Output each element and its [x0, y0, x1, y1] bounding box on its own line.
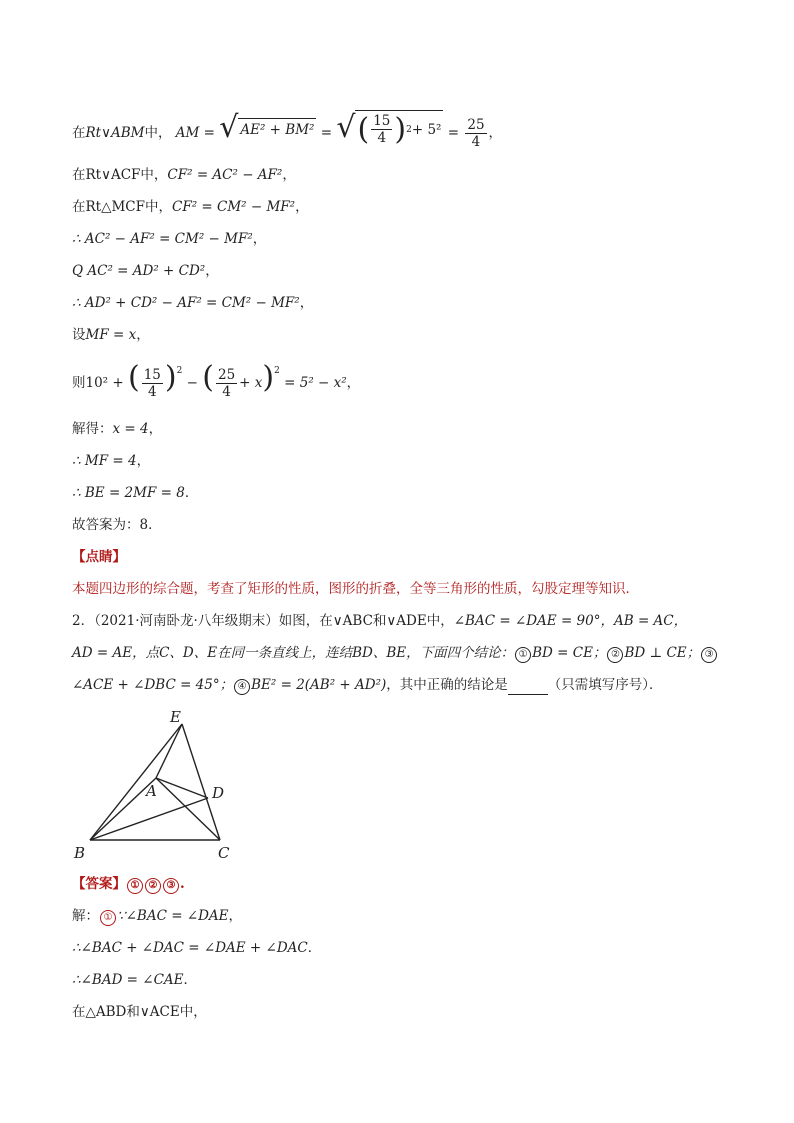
numerator: 15	[143, 367, 161, 383]
circled-1: ①	[515, 647, 531, 663]
math: x = 4	[112, 421, 149, 437]
segment-ec	[182, 724, 220, 840]
text: 2．（2021·河南卧龙·八年级期末）如图，在∨ABC和∨ADE中，	[72, 613, 454, 629]
line-therefore-1	[72, 230, 266, 248]
text: 在Rt△MCF中，	[72, 199, 172, 215]
label-d: D	[212, 784, 225, 802]
numerator: 25	[217, 367, 236, 383]
label-a: A	[146, 782, 157, 800]
circled-4: ④	[234, 679, 250, 695]
punct: ．	[183, 972, 198, 988]
rhs: = 5² − x²	[284, 375, 347, 391]
punct: ，	[299, 295, 314, 311]
fraction-15-4	[142, 367, 163, 400]
punct: ，	[346, 375, 361, 391]
math: ∠ACE + ∠DBC = 45°；	[72, 677, 234, 693]
text: 在△ABD和∨ACE中，	[72, 1004, 207, 1020]
equals: =	[447, 125, 460, 141]
numerator: 25	[467, 117, 485, 133]
text: （只需填写序号）．	[547, 677, 663, 693]
answer-line	[72, 875, 185, 894]
line-mf	[72, 452, 150, 470]
text: 解得：	[72, 421, 113, 437]
label-b: B	[74, 844, 86, 862]
line-therefore-2	[72, 294, 313, 312]
math-lhs: AM =	[175, 125, 215, 141]
line-am	[72, 110, 502, 150]
punct: ，	[136, 453, 151, 469]
math: Q AC² = AD² + CD²	[72, 263, 206, 279]
circled-3: ③	[163, 878, 179, 894]
question-2-line-1	[72, 612, 687, 630]
math-triangle: Rt∨ABM	[85, 125, 145, 141]
math: CF² = AC² − AF²	[167, 167, 283, 183]
text: 设	[72, 327, 86, 343]
comment-heading	[72, 548, 126, 566]
math: ∴ BE = 2MF = 8	[72, 485, 185, 501]
line-solve	[72, 420, 162, 438]
circled-3: ③	[701, 647, 717, 663]
geometry-figure	[70, 706, 250, 866]
text: ，其中正确的结论是	[386, 677, 508, 693]
text: 故答案为：8．	[72, 517, 162, 533]
answer-label: 【答案】	[72, 876, 126, 892]
punct: ，	[252, 231, 267, 247]
text: 中，	[144, 125, 172, 141]
label-e: E	[170, 708, 181, 726]
text: 解：	[72, 908, 99, 924]
sqrt-1: √ AE² + BM²	[219, 110, 315, 145]
plus-x: + x	[239, 375, 263, 391]
circled-2: ②	[607, 647, 623, 663]
text: 则10² +	[72, 375, 124, 391]
line-answer-is	[72, 516, 162, 534]
fraction-25-4	[216, 367, 237, 400]
line-because	[72, 262, 219, 280]
line-let	[72, 326, 150, 344]
circled-1: ①	[127, 878, 143, 894]
text: 本题四边形的综合题，考查了矩形的性质，图形的折叠，全等三角形的性质，勾股定理等知识．	[72, 581, 639, 597]
math: CF² = CM² − MF²	[172, 199, 296, 215]
line-equation: 则10² + ( $\frac{15}{4}$ )$^2$ − ( $\frac{25}{4}$ + x)$^2$ = 5² − x²，	[72, 360, 361, 400]
denominator: 4	[222, 384, 231, 400]
line-cf-1	[72, 166, 296, 184]
line-cf-2	[72, 198, 309, 216]
punct: ，	[228, 908, 243, 924]
denominator: 4	[471, 134, 481, 150]
solution-line-1	[72, 907, 242, 926]
punct: ．	[184, 485, 199, 501]
plus-term: + 5²	[411, 121, 442, 138]
segment-bd	[90, 798, 208, 840]
equals: =	[320, 125, 333, 141]
math: BD ⊥ CE；	[624, 645, 701, 661]
text: 在Rt∨ACF中，	[72, 167, 168, 183]
question-2-line-2	[72, 644, 718, 663]
math: ∴∠BAC + ∠DAC = ∠DAE + ∠DAC	[72, 940, 308, 956]
text: AD = AE，点C、D、E在同一条直线上，连结BD、BE，下面四个结论：	[72, 645, 515, 661]
fraction-25-4	[465, 117, 486, 150]
solution-line-3	[72, 971, 197, 989]
numerator: 15	[373, 113, 391, 129]
comment-text	[72, 580, 639, 598]
sqrt-2: √ ( $\frac{15}{4}$ ) 2 + 5²	[336, 110, 442, 147]
punct: ，	[136, 327, 150, 343]
math: ∴ AC² − AF² = CM² − MF²	[72, 231, 253, 247]
denominator: 4	[148, 384, 157, 400]
math: BD = CE；	[532, 645, 607, 661]
text: 在	[72, 125, 86, 141]
circled-2: ②	[145, 878, 161, 894]
punct: ，	[205, 263, 219, 279]
math: ∵∠BAC = ∠DAE	[117, 908, 229, 924]
denominator: 4	[377, 130, 387, 146]
punct: ，	[282, 167, 296, 183]
text: 【点睛】	[72, 549, 126, 565]
label-c: C	[218, 844, 230, 862]
fraction-15-4	[371, 113, 392, 146]
question-2-line-3	[72, 676, 663, 695]
math: MF = x	[85, 327, 137, 343]
solution-line-2	[72, 939, 321, 957]
line-be	[72, 484, 198, 502]
punct: ，	[488, 125, 503, 141]
circled-1: ①	[100, 910, 116, 926]
punct: .	[180, 876, 185, 892]
math: ∠BAC = ∠DAE = 90°，AB = AC，	[453, 613, 688, 629]
radicand-1: AE² + BM²	[238, 118, 316, 139]
math: BE² = 2(AB² + AD²)	[251, 677, 387, 693]
punct: ，	[148, 421, 163, 437]
answer-blank	[508, 680, 548, 695]
math: ∴∠BAD = ∠CAE	[72, 972, 184, 988]
math: ∴ MF = 4	[72, 453, 137, 469]
punct: ．	[307, 940, 322, 956]
radicand-2: ( $\frac{15}{4}$ ) 2 + 5²	[357, 111, 442, 147]
math: ∴ AD² + CD² − AF² = CM² − MF²	[72, 295, 300, 311]
solution-line-4	[72, 1003, 207, 1021]
punct: ，	[295, 199, 309, 215]
minus: −	[186, 375, 198, 391]
